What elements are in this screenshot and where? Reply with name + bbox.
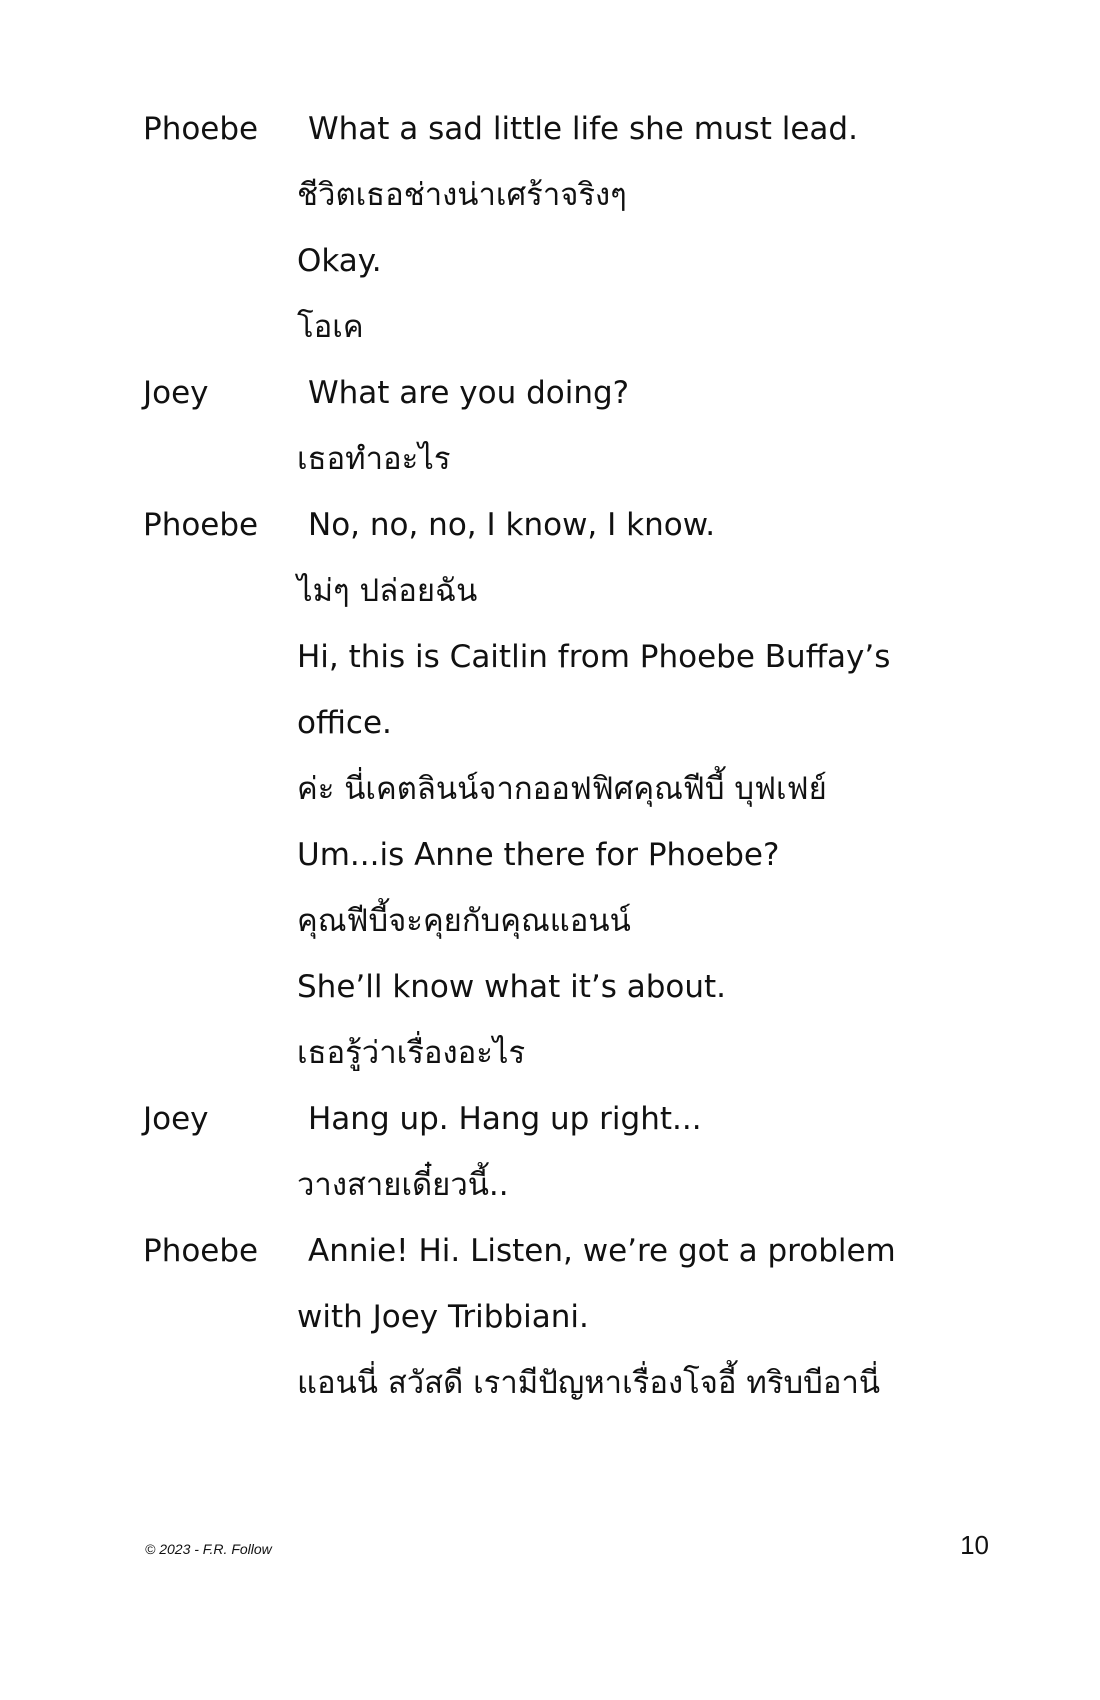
dialogue-line: with Joey Tribbiani. — [297, 1299, 589, 1335]
dialogue-row — [0, 558, 1100, 624]
dialogue-row — [0, 360, 1100, 426]
speaker-name: Joey — [143, 375, 209, 411]
dialogue-line: What are you doing? — [308, 375, 630, 411]
dialogue-row — [0, 1218, 1100, 1284]
dialogue-row — [0, 162, 1100, 228]
dialogue-list — [0, 96, 1100, 1416]
dialogue-line: What a sad little life she must lead. — [308, 111, 858, 147]
dialogue-line: Hang up. Hang up right... — [308, 1101, 702, 1137]
dialogue-line-thai: ไม่ๆ ปล่อยฉัน — [297, 573, 478, 609]
dialogue-row — [0, 426, 1100, 492]
dialogue-row — [0, 1020, 1100, 1086]
dialogue-row — [0, 492, 1100, 558]
speaker-name: Joey — [143, 1101, 209, 1137]
dialogue-row — [0, 228, 1100, 294]
dialogue-line-thai: ชีวิตเธอช่างน่าเศร้าจริงๆ — [297, 177, 627, 213]
speaker-name: Phoebe — [143, 111, 259, 147]
dialogue-line-thai: โอเค — [297, 309, 364, 345]
dialogue-line-thai: วางสายเดี๋ยวนี้.. — [297, 1167, 509, 1203]
dialogue-line: Hi, this is Caitlin from Phoebe Buffay’s — [297, 639, 891, 675]
dialogue-row — [0, 624, 1100, 690]
dialogue-row — [0, 294, 1100, 360]
dialogue-row — [0, 96, 1100, 162]
dialogue-line-thai: เธอรู้ว่าเรื่องอะไร — [297, 1035, 526, 1071]
dialogue-line: Annie! Hi. Listen, we’re got a problem — [308, 1233, 896, 1269]
dialogue-row — [0, 756, 1100, 822]
dialogue-row — [0, 1152, 1100, 1218]
dialogue-row — [0, 1350, 1100, 1416]
dialogue-line: Okay. — [297, 243, 382, 279]
dialogue-line-thai: เธอทำอะไร — [297, 441, 451, 477]
dialogue-line-thai: ค่ะ นี่เคตลินน์จากออฟฟิศคุณฟีบี้ บุฟเฟย์ — [297, 771, 827, 807]
dialogue-line-thai: คุณฟีบี้จะคุยกับคุณแอนน์ — [297, 903, 631, 939]
dialogue-row — [0, 1284, 1100, 1350]
dialogue-line: She’ll know what it’s about. — [297, 969, 727, 1005]
dialogue-line-thai: แอนนี่ สวัสดี เรามีปัญหาเรื่องโจอี้ ทริบบีอานี่ — [297, 1365, 881, 1401]
dialogue-line: No, no, no, I know, I know. — [308, 507, 716, 543]
dialogue-row — [0, 888, 1100, 954]
dialogue-row — [0, 1086, 1100, 1152]
page-number: 10 — [960, 1530, 989, 1560]
copyright-notice: © 2023 - F.R. Follow — [145, 1541, 272, 1557]
dialogue-line: Um...is Anne there for Phoebe? — [297, 837, 780, 873]
dialogue-line: office. — [297, 705, 392, 741]
dialogue-row — [0, 822, 1100, 888]
speaker-name: Phoebe — [143, 507, 259, 543]
speaker-name: Phoebe — [143, 1233, 259, 1269]
dialogue-row — [0, 690, 1100, 756]
dialogue-row — [0, 954, 1100, 1020]
